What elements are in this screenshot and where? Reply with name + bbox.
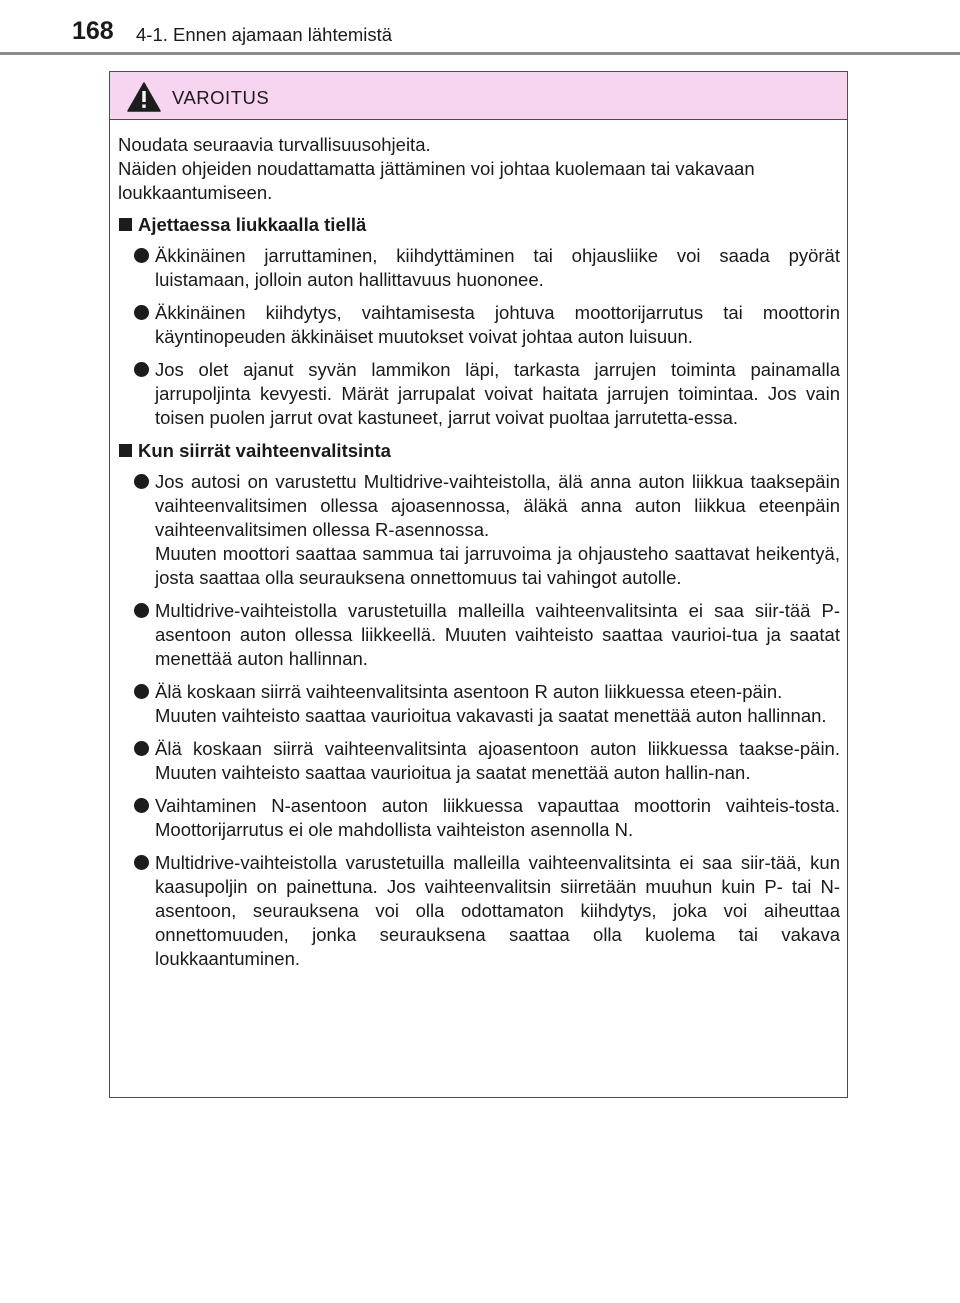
list-item-text: Älä koskaan siirrä vaihteenvalitsinta ajoasentoon auton liikkuessa taakse-päin. Muuten vaihteisto saattaa vaurioitua ja saatat menettää auton hallin-nan.: [155, 738, 840, 783]
list-item-text: Muuten vaihteisto saattaa vaurioitua vakavasti ja saatat menettää auton hallinnan.: [155, 705, 827, 726]
circle-bullet-icon: [134, 741, 149, 756]
warning-intro: [118, 133, 840, 205]
square-bullet-icon: [119, 444, 132, 457]
list-item: [118, 599, 840, 671]
list-item-text: Älä koskaan siirrä vaihteenvalitsinta asentoon R auton liikkuessa eteen-päin.: [155, 681, 783, 702]
section-heading-text: Ajettaessa liukkaalla tiellä: [138, 214, 367, 235]
list-item: [118, 301, 840, 349]
warning-body: [118, 133, 840, 980]
list-item-text: Jos olet ajanut syvän lammikon läpi, tarkasta jarrujen toiminta painamalla jarrupoljinta kevyesti. Märät jarrupalat voivat haitata jarrujen toimintaa. Jos vain toisen puolen jarrut ovat kastuneet, jarrut voivat puoltaa jarrutetta-essa.: [155, 359, 840, 428]
circle-bullet-icon: [134, 603, 149, 618]
list-item-text: Muuten moottori saattaa sammua tai jarruvoima ja ohjausteho saattavat heikentyä, josta saattaa olla seurauksena onnettomuus tai vahingot autolle.: [155, 543, 840, 588]
list-item-text: Äkkinäinen kiihdytys, vaihtamisesta johtuva moottorijarrutus tai moottorin käyntinopeuden äkkinäiset muutokset voivat johtaa auton luisuun.: [155, 302, 840, 347]
circle-bullet-icon: [134, 248, 149, 263]
section-heading: [118, 213, 840, 237]
section-heading: [118, 439, 840, 463]
circle-bullet-icon: [134, 798, 149, 813]
warning-triangle-icon: [127, 82, 161, 112]
list-item: [118, 794, 840, 842]
list-item: [118, 244, 840, 292]
warning-box: [109, 71, 848, 1098]
list-item: [118, 680, 840, 728]
page-number: 168: [72, 17, 114, 45]
circle-bullet-icon: [134, 362, 149, 377]
list-item: [118, 851, 840, 971]
list-item-text: Vaihtaminen N-asentoon auton liikkuessa vapauttaa moottorin vaihteis-tosta. Moottorijarrutus ei ole mahdollista vaihteiston asennolla N.: [155, 795, 840, 840]
warning-title: VAROITUS: [172, 87, 270, 108]
warning-header: [110, 72, 847, 120]
list-item: [118, 358, 840, 430]
list-item-text: Multidrive-vaihteistolla varustetuilla malleilla vaihteenvalitsinta ei saa siir-tää, kun kaasupoljin on painettuna. Jos vaihteenvalitsin siirretään muuhun kuin P- tai N-asentoon, seurauksena voi olla odottamaton kiihdytys, joka voi aiheuttaa onnettomuuden, jonka seurauksena saattaa olla kuolema tai vakava loukkaantuminen.: [155, 852, 840, 969]
list-item-text: Äkkinäinen jarruttaminen, kiihdyttäminen tai ohjausliike voi saada pyörät luistamaan, jolloin auton hallittavuus huononee.: [155, 245, 840, 290]
circle-bullet-icon: [134, 474, 149, 489]
header-divider: [0, 52, 960, 55]
circle-bullet-icon: [134, 305, 149, 320]
list-item: [118, 737, 840, 785]
list-item-text: Multidrive-vaihteistolla varustetuilla malleilla vaihteenvalitsinta ei saa siir-tää P-asentoon auton ollessa liikkeellä. Muuten vaihteisto saattaa vaurioi-tua ja saatat menettää auton hallinnan.: [155, 600, 840, 669]
circle-bullet-icon: [134, 684, 149, 699]
section-heading-text: Kun siirrät vaihteenvalitsinta: [138, 440, 391, 461]
circle-bullet-icon: [134, 855, 149, 870]
list-item: [118, 470, 840, 590]
list-item-text: Jos autosi on varustettu Multidrive-vaihteistolla, älä anna auton liikkua taaksepäin vaihteenvalitsimen ollessa ajoasennossa, äläkä anna auton liikkua eteenpäin vaihteenvalitsimen ollessa R-asennossa.: [155, 471, 840, 540]
intro-line: Näiden ohjeiden noudattamatta jättäminen voi johtaa kuolemaan tai vakavaan loukkaantumiseen.: [118, 158, 755, 203]
square-bullet-icon: [119, 218, 132, 231]
page-header: [0, 0, 960, 45]
chapter-title: 4-1. Ennen ajamaan lähtemistä: [136, 24, 393, 45]
intro-line: Noudata seuraavia turvallisuusohjeita.: [118, 134, 431, 155]
